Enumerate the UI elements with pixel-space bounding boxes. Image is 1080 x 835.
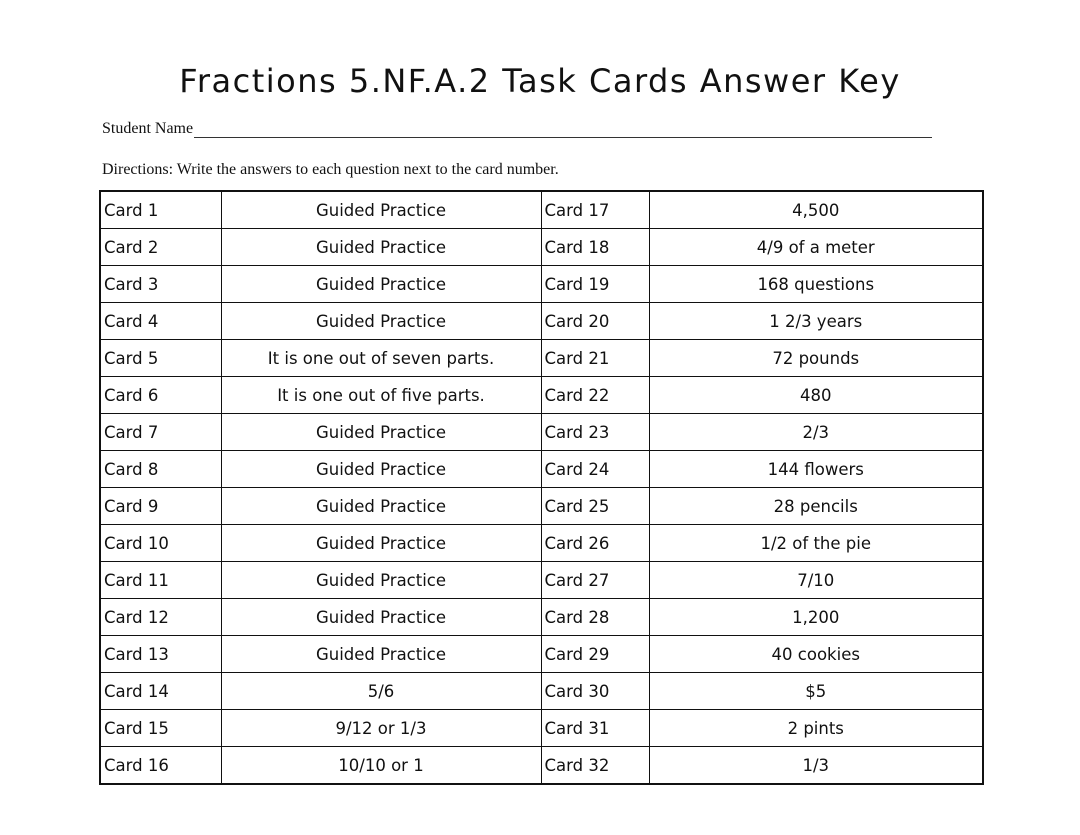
answer-cell: Guided Practice	[221, 525, 541, 562]
table-row	[100, 562, 983, 599]
table-row	[100, 303, 983, 340]
page-title: Fractions 5.NF.A.2 Task Cards Answer Key	[179, 62, 901, 100]
table-row	[100, 636, 983, 673]
answer-cell: 28 pencils	[649, 488, 983, 525]
answer-cell: Guided Practice	[221, 266, 541, 303]
table-row	[100, 710, 983, 747]
answer-cell: It is one out of five parts.	[221, 377, 541, 414]
answer-cell: 5/6	[221, 673, 541, 710]
answer-key-body	[100, 191, 983, 784]
card-label-cell: Card 31	[541, 710, 649, 747]
answer-cell: Guided Practice	[221, 229, 541, 266]
card-label-cell: Card 24	[541, 451, 649, 488]
student-name-blank	[194, 120, 932, 138]
answer-key-table	[99, 190, 984, 785]
table-row	[100, 340, 983, 377]
card-label-cell: Card 2	[100, 229, 221, 266]
student-name-label: Student Name	[102, 120, 194, 137]
answer-cell: 2 pints	[649, 710, 983, 747]
table-row	[100, 599, 983, 636]
answer-cell: 1,200	[649, 599, 983, 636]
card-label-cell: Card 25	[541, 488, 649, 525]
card-label-cell: Card 14	[100, 673, 221, 710]
answer-cell: Guided Practice	[221, 191, 541, 229]
table-row	[100, 673, 983, 710]
card-label-cell: Card 13	[100, 636, 221, 673]
card-label-cell: Card 9	[100, 488, 221, 525]
card-label-cell: Card 3	[100, 266, 221, 303]
answer-cell: 4,500	[649, 191, 983, 229]
card-label-cell: Card 23	[541, 414, 649, 451]
card-label-cell: Card 11	[100, 562, 221, 599]
card-label-cell: Card 15	[100, 710, 221, 747]
answer-cell: 7/10	[649, 562, 983, 599]
card-label-cell: Card 5	[100, 340, 221, 377]
answer-cell: 4/9 of a meter	[649, 229, 983, 266]
student-name-line	[102, 120, 932, 138]
answer-cell: Guided Practice	[221, 451, 541, 488]
answer-cell: 1 2/3 years	[649, 303, 983, 340]
answer-cell: Guided Practice	[221, 414, 541, 451]
card-label-cell: Card 10	[100, 525, 221, 562]
answer-cell: 1/3	[649, 747, 983, 785]
card-label-cell: Card 17	[541, 191, 649, 229]
card-label-cell: Card 7	[100, 414, 221, 451]
card-label-cell: Card 12	[100, 599, 221, 636]
card-label-cell: Card 27	[541, 562, 649, 599]
answer-cell: 1/2 of the pie	[649, 525, 983, 562]
table-row	[100, 266, 983, 303]
card-label-cell: Card 22	[541, 377, 649, 414]
card-label-cell: Card 18	[541, 229, 649, 266]
table-row	[100, 414, 983, 451]
table-row	[100, 451, 983, 488]
answer-cell: 9/12 or 1/3	[221, 710, 541, 747]
answer-cell: Guided Practice	[221, 488, 541, 525]
answer-cell: It is one out of seven parts.	[221, 340, 541, 377]
table-row	[100, 747, 983, 785]
directions-text: Directions: Write the answers to each question next to the card number.	[102, 161, 559, 178]
card-label-cell: Card 30	[541, 673, 649, 710]
card-label-cell: Card 29	[541, 636, 649, 673]
card-label-cell: Card 4	[100, 303, 221, 340]
card-label-cell: Card 28	[541, 599, 649, 636]
answer-cell: 144 flowers	[649, 451, 983, 488]
answer-cell: 72 pounds	[649, 340, 983, 377]
answer-cell: Guided Practice	[221, 562, 541, 599]
answer-cell: 40 cookies	[649, 636, 983, 673]
answer-cell: Guided Practice	[221, 303, 541, 340]
answer-cell: $5	[649, 673, 983, 710]
table-row	[100, 525, 983, 562]
answer-cell: 2/3	[649, 414, 983, 451]
card-label-cell: Card 19	[541, 266, 649, 303]
card-label-cell: Card 26	[541, 525, 649, 562]
card-label-cell: Card 8	[100, 451, 221, 488]
card-label-cell: Card 16	[100, 747, 221, 785]
table-row	[100, 488, 983, 525]
answer-cell: Guided Practice	[221, 636, 541, 673]
table-row	[100, 191, 983, 229]
card-label-cell: Card 21	[541, 340, 649, 377]
table-row	[100, 377, 983, 414]
table-row	[100, 229, 983, 266]
answer-cell: Guided Practice	[221, 599, 541, 636]
card-label-cell: Card 6	[100, 377, 221, 414]
card-label-cell: Card 20	[541, 303, 649, 340]
card-label-cell: Card 32	[541, 747, 649, 785]
card-label-cell: Card 1	[100, 191, 221, 229]
answer-cell: 168 questions	[649, 266, 983, 303]
answer-cell: 480	[649, 377, 983, 414]
answer-cell: 10/10 or 1	[221, 747, 541, 785]
